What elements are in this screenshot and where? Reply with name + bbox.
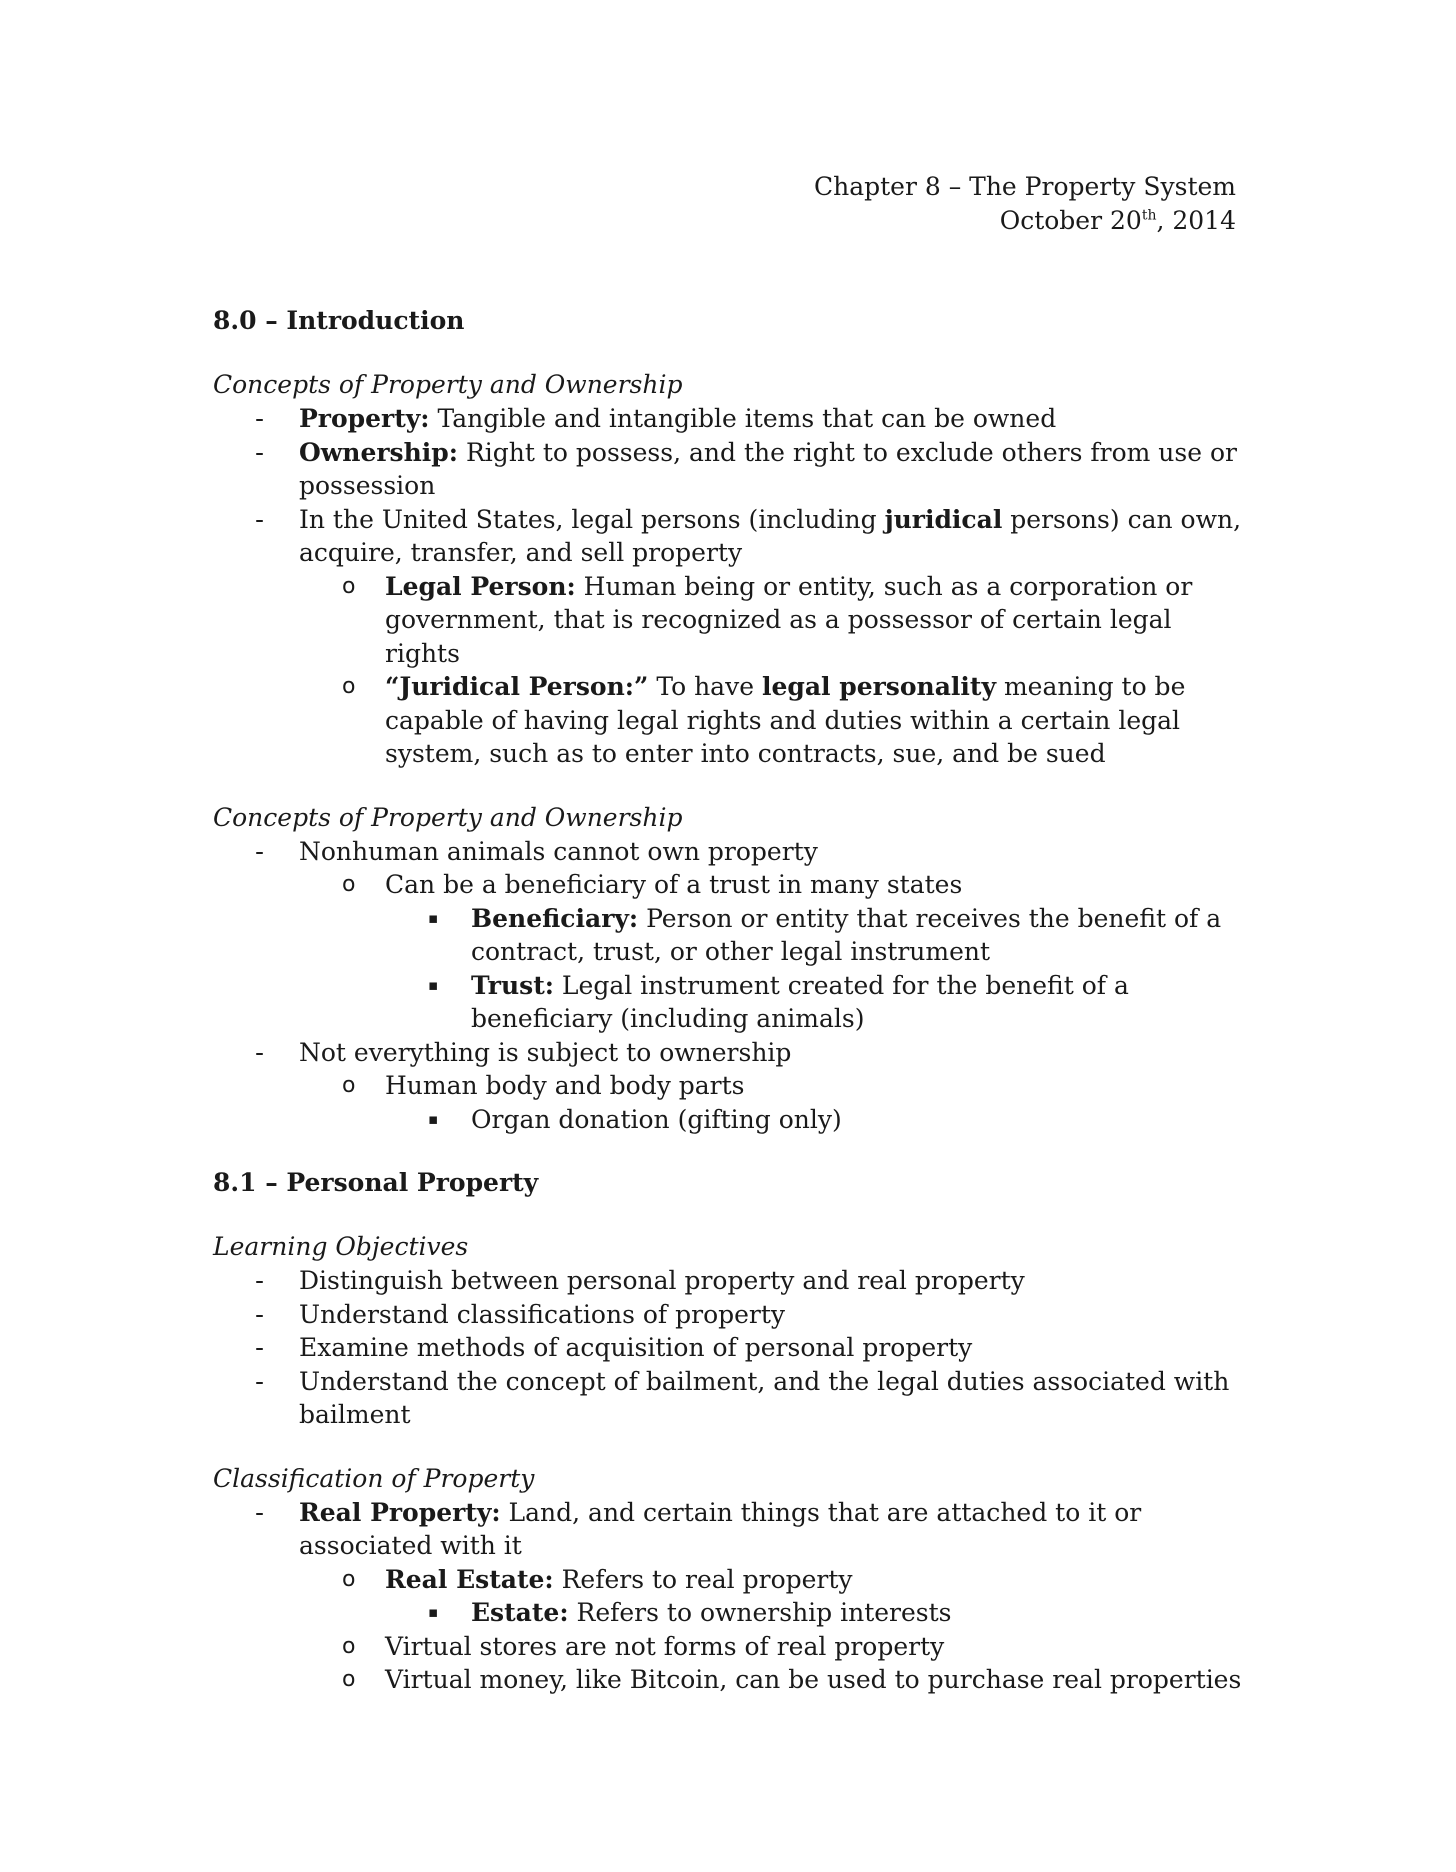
dash-marker: - xyxy=(255,836,265,866)
definition: Right to possess, and the right to exclude others from use or possession xyxy=(299,437,1237,500)
text: Organ donation (gifting only) xyxy=(471,1104,842,1134)
list-item xyxy=(213,1331,1243,1365)
list-item xyxy=(213,436,1243,503)
term-real-property: Real Property: xyxy=(299,1497,501,1527)
list-item xyxy=(213,1298,1243,1332)
circle-marker: o xyxy=(342,1073,356,1098)
square-marker: ▪ xyxy=(428,1603,439,1621)
subheading-concepts-2: Concepts of Property and Ownership xyxy=(213,802,683,832)
circle-marker: o xyxy=(342,573,356,599)
subheading-learning-objectives: Learning Objectives xyxy=(213,1232,469,1261)
list-item xyxy=(213,835,1243,1036)
list-item xyxy=(385,902,1243,969)
text: Human body and body parts xyxy=(385,1071,745,1100)
dash-marker: - xyxy=(255,1299,265,1329)
list-item xyxy=(299,868,1243,1036)
list-item xyxy=(299,1563,1243,1630)
sub-sub-list xyxy=(385,1596,1243,1630)
date-ordinal: th xyxy=(1141,207,1157,224)
list-item xyxy=(213,1036,1243,1137)
date-text: October 20 xyxy=(999,206,1142,235)
list-item xyxy=(213,402,1243,436)
text: To have xyxy=(648,672,762,701)
sub-list xyxy=(299,570,1243,771)
dash-marker: - xyxy=(255,404,265,433)
text: Can be a beneficiary of a trust in many states xyxy=(385,870,963,899)
term-property: Property: xyxy=(299,404,430,433)
square-marker: ▪ xyxy=(428,975,439,994)
bullet-list xyxy=(213,835,1243,1137)
definition: Person or entity that receives the benefit of a contract, trust, or other legal instrument xyxy=(471,903,1222,966)
square-marker: ▪ xyxy=(428,908,439,927)
text: Examine methods of acquisition of personal property xyxy=(299,1333,973,1362)
list-item xyxy=(299,570,1243,671)
sub-sub-list xyxy=(385,1103,1243,1137)
dash-marker: - xyxy=(255,1497,265,1527)
bullet-list xyxy=(213,402,1243,771)
chapter-title: Chapter 8 – The Property System xyxy=(813,172,1236,201)
definition: Legal instrument created for the benefit of a beneficiary (including animals) xyxy=(471,970,1129,1033)
text: Nonhuman animals cannot own property xyxy=(299,836,818,866)
term-real-estate: Real Estate: xyxy=(385,1564,554,1594)
sub-list xyxy=(299,1563,1243,1697)
definition: Land, and certain things that are attached to it or associated with it xyxy=(299,1497,1142,1560)
dash-marker: - xyxy=(255,1366,265,1396)
term-beneficiary: Beneficiary: xyxy=(471,903,639,933)
definition: meaning to be capable of having legal rights and duties within a certain legal system, such as to enter into contracts, sue, and be sued xyxy=(385,672,1186,768)
list-item xyxy=(385,1596,1243,1630)
bullet-list xyxy=(213,1496,1243,1697)
list-item xyxy=(213,1264,1243,1298)
section-heading-8-1: 8.1 – Personal Property xyxy=(213,1168,539,1197)
sub-sub-list xyxy=(385,902,1243,1036)
list-item xyxy=(385,1103,1243,1137)
definition: Refers to real property xyxy=(553,1564,853,1594)
list-item xyxy=(385,969,1243,1036)
text: Understand the concept of bailment, and the legal duties associated with bailment xyxy=(299,1366,1230,1429)
text: In the United States, legal persons (including xyxy=(299,504,885,534)
list-item xyxy=(299,1069,1243,1136)
list-item xyxy=(299,1663,1243,1697)
text: Virtual money, like Bitcoin, can be used to purchase real properties xyxy=(385,1665,1242,1694)
term-legal-person: Legal Person: xyxy=(385,571,576,601)
list-item xyxy=(213,1496,1243,1697)
definition: Human being or entity, such as a corporation or government, that is recognized as a possessor of certain legal rights xyxy=(385,571,1193,668)
subheading-classification: Classification of Property xyxy=(213,1463,535,1493)
sub-list xyxy=(299,1069,1243,1136)
circle-marker: o xyxy=(342,674,356,699)
text: Virtual stores are not forms of real property xyxy=(385,1631,945,1661)
circle-marker: o xyxy=(342,1633,356,1659)
sub-list xyxy=(299,868,1243,1036)
term-legal-personality: legal personality xyxy=(761,672,997,701)
section-heading-8-0: 8.0 – Introduction xyxy=(213,306,465,335)
text: Not everything is subject to ownership xyxy=(299,1037,792,1067)
term-ownership: Ownership: xyxy=(299,437,459,467)
document-date xyxy=(814,204,1236,238)
term-trust: Trust: xyxy=(471,970,554,1000)
date-year: , 2014 xyxy=(1156,206,1236,235)
document-body xyxy=(213,304,1243,1697)
text: persons) can own, acquire, transfer, and sell property xyxy=(299,504,1242,567)
dash-marker: - xyxy=(255,1333,265,1362)
list-item xyxy=(213,503,1243,771)
list-item xyxy=(213,1365,1243,1432)
term-juridical-person: “Juridical Person:” xyxy=(385,672,649,701)
definition: Refers to ownership interests xyxy=(568,1598,952,1627)
text: Distinguish between personal property and real property xyxy=(299,1266,1025,1295)
objectives-list xyxy=(213,1264,1243,1432)
dash-marker: - xyxy=(255,1266,265,1295)
definition: Tangible and intangible items that can be owned xyxy=(429,404,1057,433)
list-item xyxy=(299,1630,1243,1664)
circle-marker: o xyxy=(342,1667,356,1692)
text: Understand classifications of property xyxy=(299,1299,786,1329)
circle-marker: o xyxy=(342,1566,356,1592)
document-header xyxy=(814,170,1236,238)
subheading-concepts-1: Concepts of Property and Ownership xyxy=(213,370,683,399)
term-estate: Estate: xyxy=(471,1598,569,1627)
dash-marker: - xyxy=(255,437,265,467)
circle-marker: o xyxy=(342,872,356,897)
list-item xyxy=(299,670,1243,771)
term-juridical: juridical xyxy=(884,504,1003,534)
dash-marker: - xyxy=(255,504,265,534)
dash-marker: - xyxy=(255,1037,265,1067)
square-marker: ▪ xyxy=(428,1109,439,1128)
